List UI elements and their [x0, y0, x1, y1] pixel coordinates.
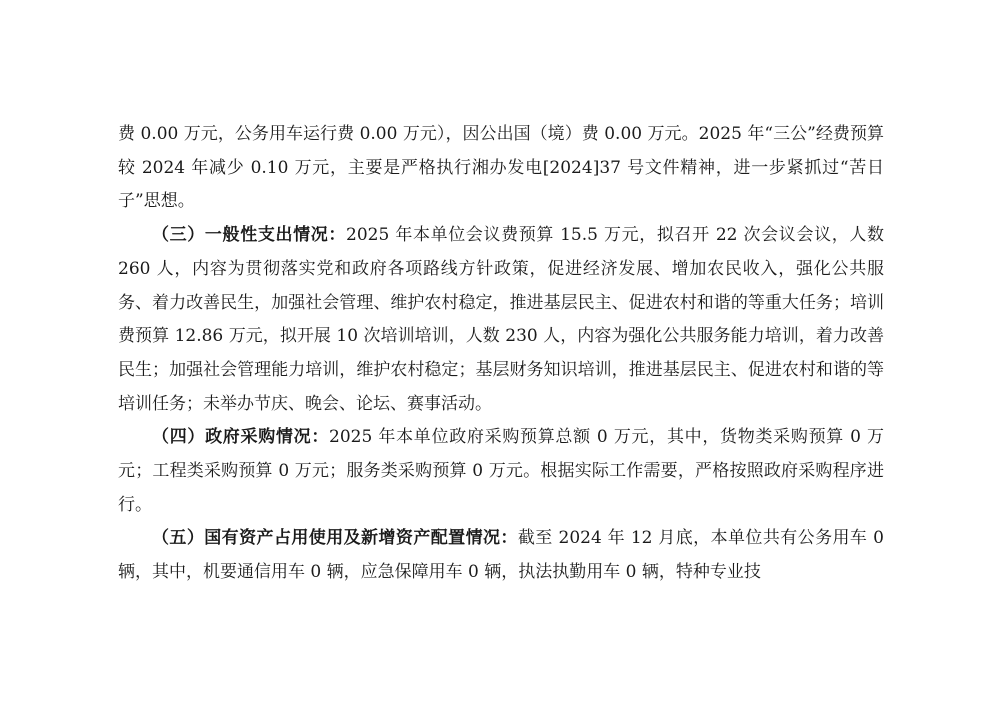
- paragraph-text: 2025 年本单位会议费预算 15.5 万元，拟召开 22 次会议会议，人数 260 人，内容为贯彻落实党和政府各项路线方针政策，促进经济发展、增加农民收入，强化公共服务、着力改善民生，加强社会管理、维护农村稳定，推进基层民主、促进农村和谐的等重大任务；培训费预算 12.86 万元，拟开展 10 次培训培训，人数 230 人，内容为强化公共服务能力培训，着力改善民生；加强社会管理能力培训，维护农村稳定；基层财务知识培训，推进基层民主、促进农村和谐的等培训任务；未举办节庆、晚会、论坛、赛事活动。: [118, 225, 884, 414]
- paragraph-continuation: [118, 118, 884, 219]
- section-heading: （五）国有资产占用使用及新增资产配置情况：: [152, 528, 518, 549]
- paragraph-government-procurement: [118, 421, 884, 522]
- paragraph-text: 截至 2024 年 12 月底，本单位共有公务用车 0 辆，其中，机要通信用车 0 辆，应急保障用车 0 辆，执法执勤用车 0 辆，特种专业技: [118, 528, 884, 583]
- paragraph-text: 2025 年本单位政府采购预算总额 0 万元，其中，货物类采购预算 0 万元；工程类采购预算 0 万元；服务类采购预算 0 万元。根据实际工作需要，严格按照政府采购程序进行。: [118, 427, 885, 515]
- paragraph-general-expenditure: [118, 219, 884, 421]
- section-heading: （三）一般性支出情况：: [152, 225, 347, 246]
- document-body: [118, 118, 884, 590]
- paragraph-state-assets: [118, 522, 884, 589]
- paragraph-text: 费 0.00 万元，公务用车运行费 0.00 万元），因公出国（境）费 0.00 万元。2025 年“三公”经费预算较 2024 年减少 0.10 万元，主要是严格执行湘办发电[2024]37 号文件精神，进一步紧抓过“苦日子”思想。: [118, 124, 884, 212]
- section-heading: （四）政府采购情况：: [152, 427, 330, 448]
